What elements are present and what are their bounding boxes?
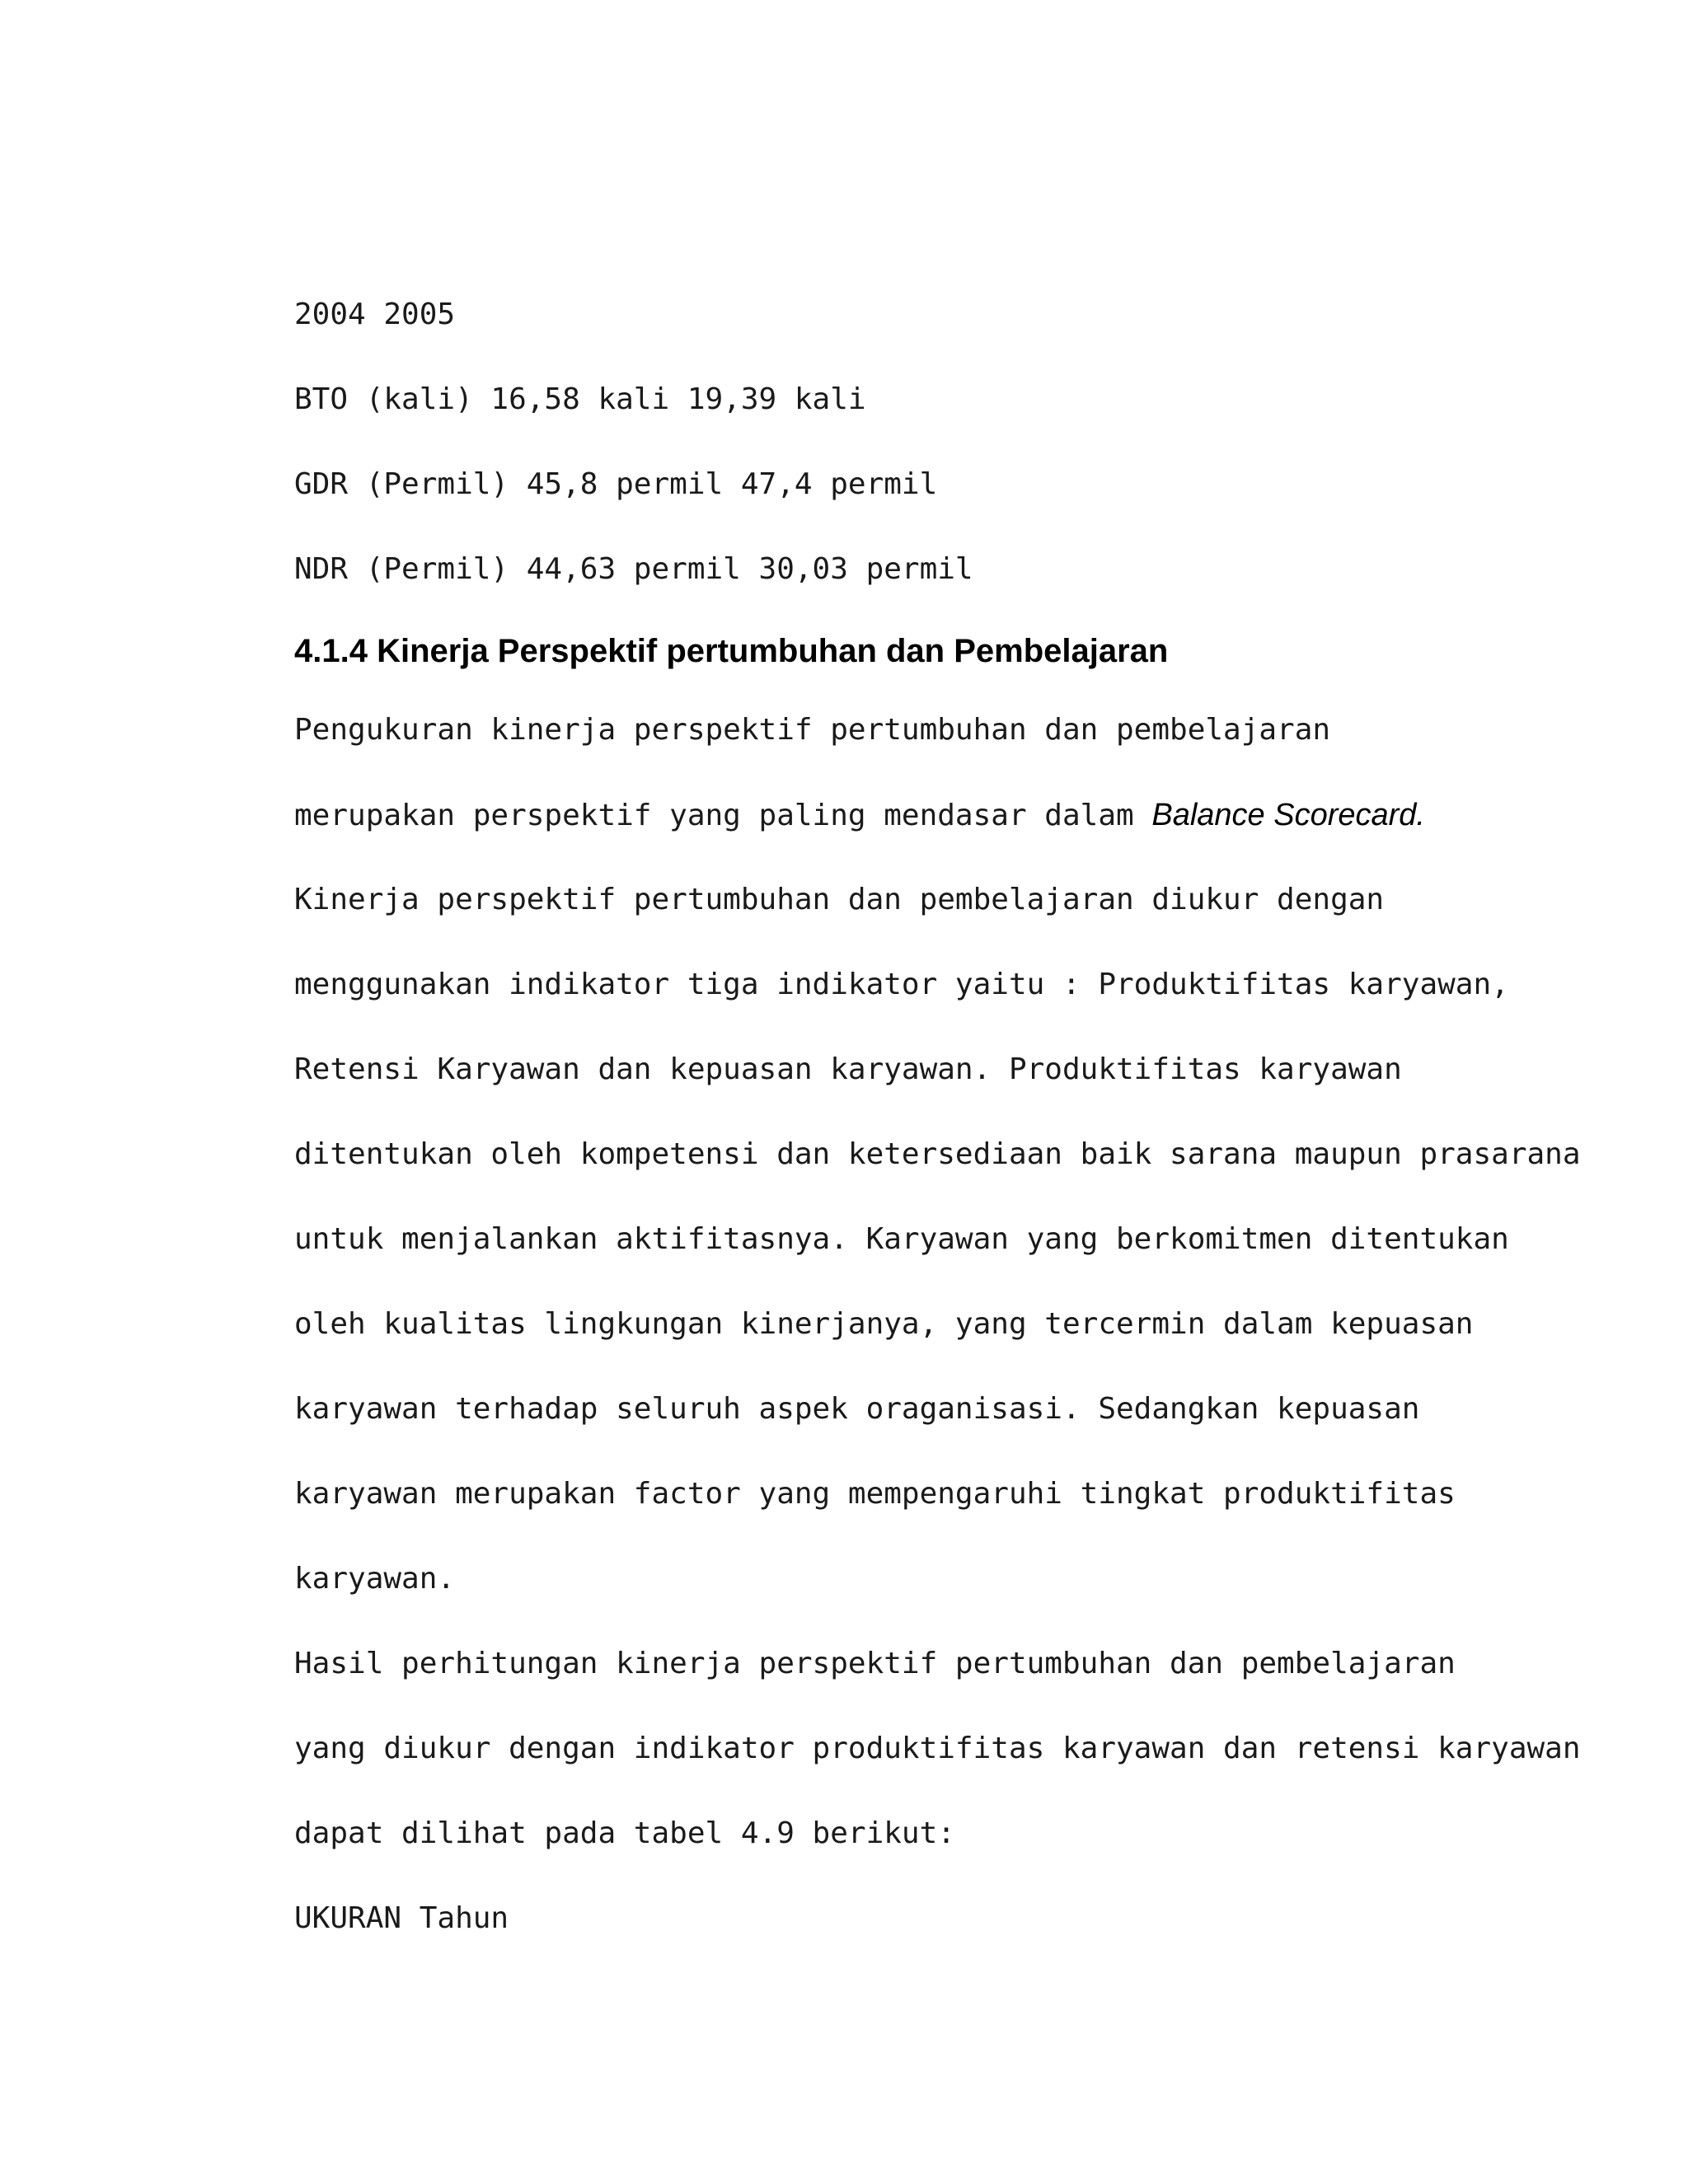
- paragraph-line: karyawan terhadap seluruh aspek oraganisasi. Sedangkan kepuasan: [294, 1392, 1420, 1426]
- table-row-bto: BTO (kali) 16,58 kali 19,39 kali: [294, 382, 866, 416]
- paragraph-line: yang diukur dengan indikator produktifitas karyawan dan retensi karyawan: [294, 1732, 1581, 1765]
- paragraph-line: menggunakan indikator tiga indikator yaitu : Produktifitas karyawan,: [294, 968, 1509, 1001]
- paragraph-line: karyawan merupakan factor yang mempengaruhi tingkat produktifitas: [294, 1477, 1456, 1511]
- paragraph-line: Kinerja perspektif pertumbuhan dan pembelajaran diukur dengan: [294, 883, 1385, 916]
- paragraph-line: ditentukan oleh kompetensi dan ketersediaan baik sarana maupun prasarana: [294, 1137, 1581, 1171]
- paragraph-line: karyawan.: [294, 1562, 456, 1596]
- paragraph-line: Pengukuran kinerja perspektif pertumbuhan dan pembelajaran: [294, 713, 1331, 747]
- section-heading: 4.1.4 Kinerja Perspektif pertumbuhan dan Pembelajaran: [294, 633, 1169, 669]
- paragraph-line: [294, 797, 1425, 834]
- table-row-ndr: NDR (Permil) 44,63 permil 30,03 permil: [294, 552, 973, 586]
- paragraph-line: oleh kualitas lingkungan kinerjanya, yang tercermin dalam kepuasan: [294, 1307, 1474, 1341]
- paragraph-line-text: merupakan perspektif yang paling mendasar dalam: [294, 799, 1152, 832]
- paragraph-line: Hasil perhitungan kinerja perspektif pertumbuhan dan pembelajaran: [294, 1647, 1456, 1680]
- paragraph-line: dapat dilihat pada tabel 4.9 berikut:: [294, 1816, 955, 1850]
- balance-scorecard-term: Balance Scorecard.: [1151, 798, 1425, 832]
- table-header-years: 2004 2005: [294, 298, 456, 331]
- paragraph-line: untuk menjalankan aktifitasnya. Karyawan yang berkomitmen ditentukan: [294, 1222, 1509, 1256]
- paragraph-line: Retensi Karyawan dan kepuasan karyawan. Produktifitas karyawan: [294, 1052, 1402, 1086]
- table-row-gdr: GDR (Permil) 45,8 permil 47,4 permil: [294, 467, 938, 501]
- table-header-ukuran: UKURAN Tahun: [294, 1901, 509, 1935]
